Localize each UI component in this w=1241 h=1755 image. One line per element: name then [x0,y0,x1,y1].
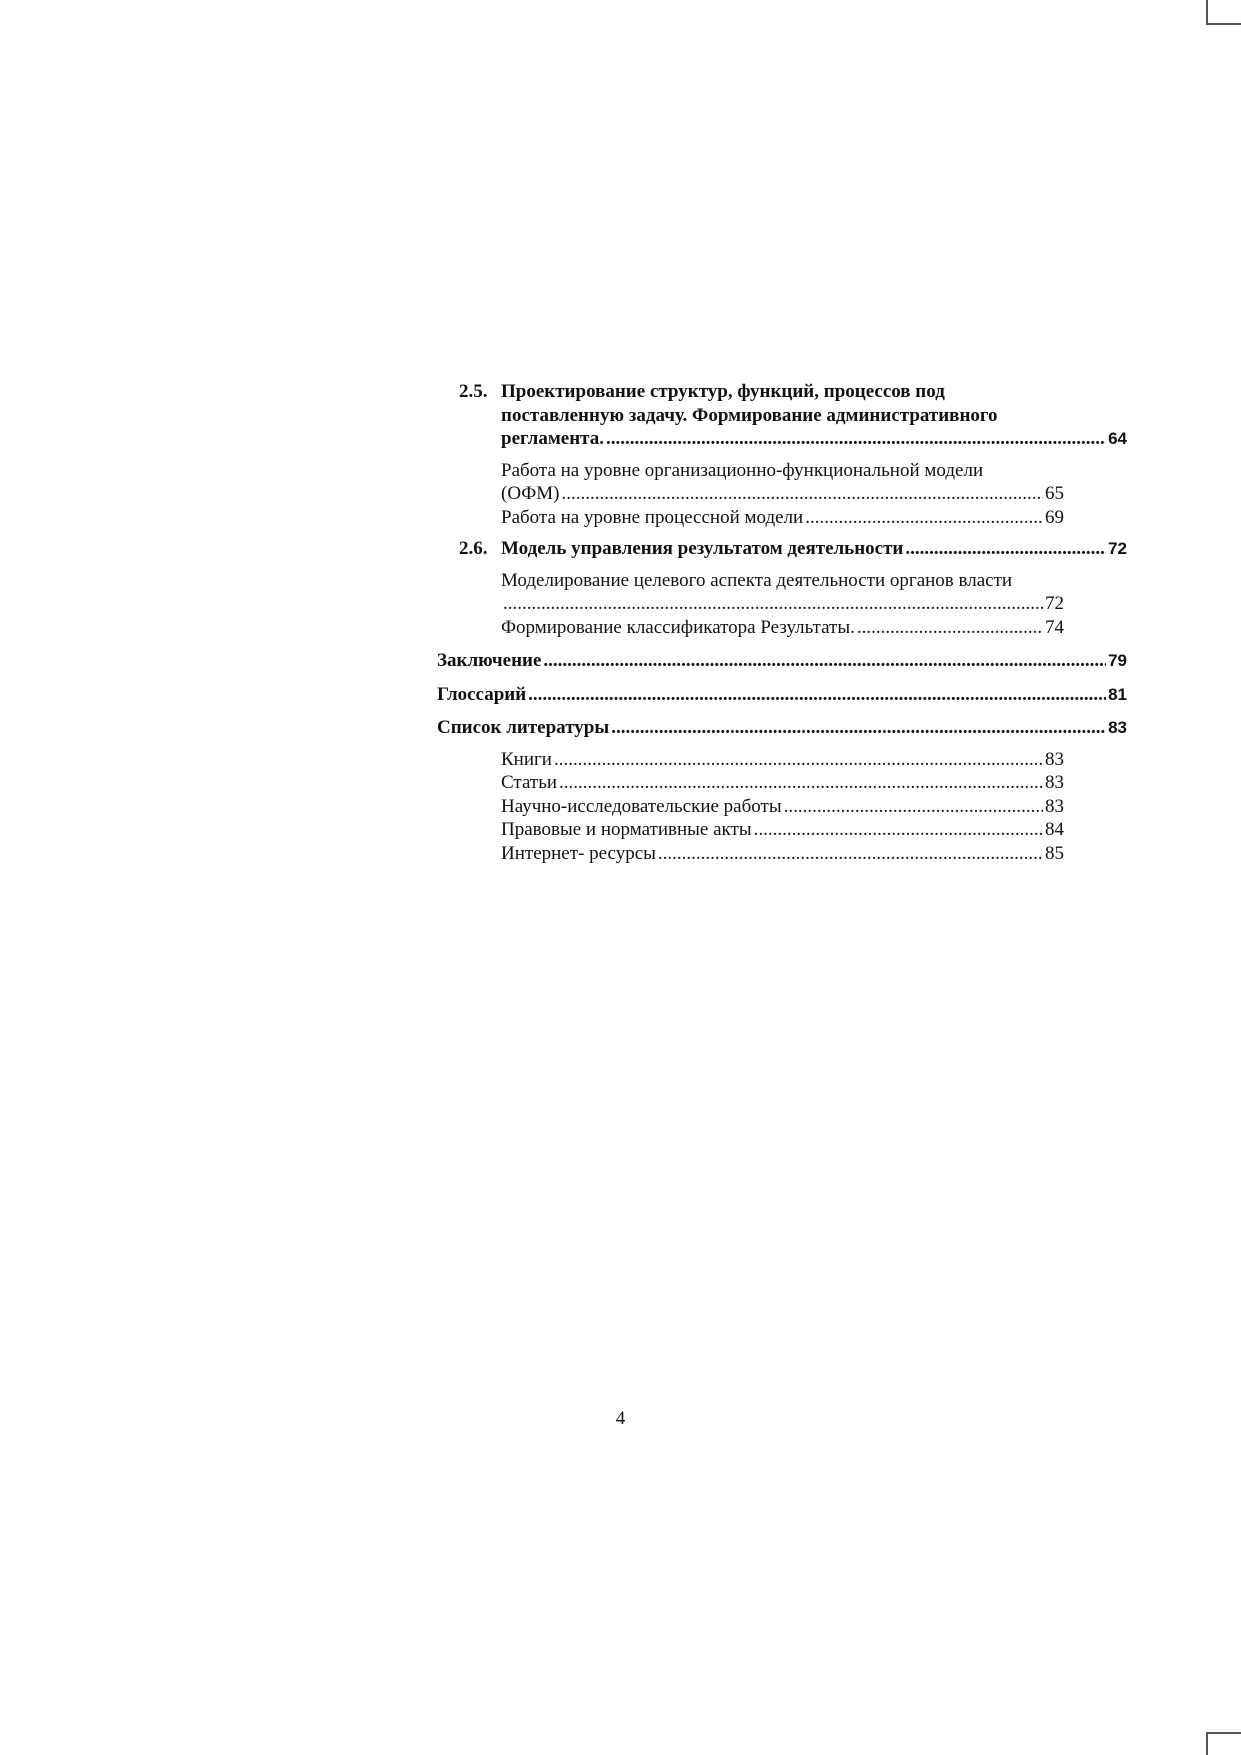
toc-subentry[interactable] [501,569,1064,616]
toc-subentry-books[interactable] [501,748,1064,772]
toc-entry-leader-line [437,683,1127,707]
toc-page-number: 64 [1108,429,1127,448]
toc-entry-leader-line [501,842,1064,866]
table-of-contents [437,380,1127,865]
dot-leader [543,649,1106,673]
toc-entry-leader-line [501,616,1064,640]
toc-subentry-title: Научно-исследовательские работы [501,795,782,817]
toc-subentry[interactable] [501,506,1064,530]
toc-subentry-title: Интернет- ресурсы [501,842,656,864]
toc-entry-leader-line [501,506,1064,530]
toc-entry-leader-line [501,818,1064,842]
dot-leader [658,842,1043,866]
toc-page-number: 84 [1045,819,1064,840]
toc-subentry-title-line: (ОФМ) [501,483,560,504]
toc-subentry-title: Формирование классификатора Результаты. [501,616,855,638]
crop-mark-bottom-horizontal [1206,1732,1241,1734]
toc-entry-leader-line [501,537,1127,561]
toc-entry-leader-line [501,592,1064,616]
dot-leader [554,748,1043,772]
toc-subentry-title: Статьи [501,772,558,793]
toc-subentry-title: Правовые и нормативные акты [501,819,752,840]
toc-entry-literature[interactable] [437,716,1127,740]
toc-entry-title-line: регламента. [501,428,604,449]
toc-page-number: 69 [1045,506,1064,528]
toc-entry-title: Заключение [437,650,542,671]
crop-mark-bottom-vertical [1206,1732,1208,1755]
page-number: 4 [615,1408,626,1429]
dot-leader [905,537,1106,561]
toc-entry-title: Список литературы [437,717,610,738]
toc-entry-2-6[interactable] [459,537,1127,561]
toc-page-number: 72 [1108,539,1127,558]
dot-leader [857,616,1043,640]
toc-subentry[interactable] [501,616,1064,640]
toc-entry-leader-line [437,649,1127,673]
toc-subentry-internet[interactable] [501,842,1064,866]
toc-page-number: 83 [1108,718,1127,737]
crop-mark-top-vertical [1206,0,1208,24]
toc-entry-title: Глоссарий [437,683,527,705]
toc-entry-leader-line [501,795,1064,819]
toc-page-number: 83 [1045,748,1064,770]
toc-page-number: 74 [1045,616,1064,638]
toc-entry-leader-line [437,716,1127,740]
toc-subentry-title-line: Работа на уровне организационно-функциональной модели [501,459,984,481]
toc-entry-2-5[interactable] [459,380,1127,451]
toc-entry-leader-line [501,771,1064,795]
toc-entry-number: 2.6. [459,538,488,559]
dot-leader [606,427,1106,451]
toc-subentry-title: Книги [501,748,552,770]
toc-entry-leader-line [501,427,1127,451]
dot-leader [528,683,1106,707]
dot-leader [611,716,1106,740]
toc-page-number: 79 [1108,651,1127,670]
toc-subentry-articles[interactable] [501,771,1064,795]
toc-page-number: 72 [1045,593,1064,614]
toc-page-number: 65 [1045,483,1064,504]
dot-leader [559,771,1043,795]
toc-subentry[interactable] [501,459,1064,506]
toc-page-number: 83 [1045,772,1064,793]
dot-leader [805,506,1043,530]
toc-entry-title-line: Проектирование структур, функций, процессов под [501,381,945,402]
crop-mark-top-horizontal [1206,23,1241,25]
dot-leader [754,818,1043,842]
toc-entry-conclusion[interactable] [437,649,1127,673]
dot-leader [562,482,1043,506]
toc-page-number: 85 [1045,842,1064,864]
toc-entry-title: Модель управления результатом деятельности [501,538,904,559]
toc-entry-leader-line [501,482,1064,506]
toc-page-number: 83 [1045,795,1064,817]
toc-entry-title-line: поставленную задачу. Формирование административного [501,404,998,426]
dot-leader [503,592,1043,616]
toc-subentry-title: Работа на уровне процессной модели [501,506,804,528]
toc-entry-glossary[interactable] [437,683,1127,707]
toc-page-number: 81 [1108,684,1127,704]
dot-leader [784,795,1043,819]
toc-subentry-research[interactable] [501,795,1064,819]
toc-subentry-legal-acts[interactable] [501,818,1064,842]
toc-entry-number: 2.5. [459,381,488,402]
toc-entry-leader-line [501,748,1064,772]
toc-subentry-title-line: Моделирование целевого аспекта деятельности органов власти [501,569,1013,591]
